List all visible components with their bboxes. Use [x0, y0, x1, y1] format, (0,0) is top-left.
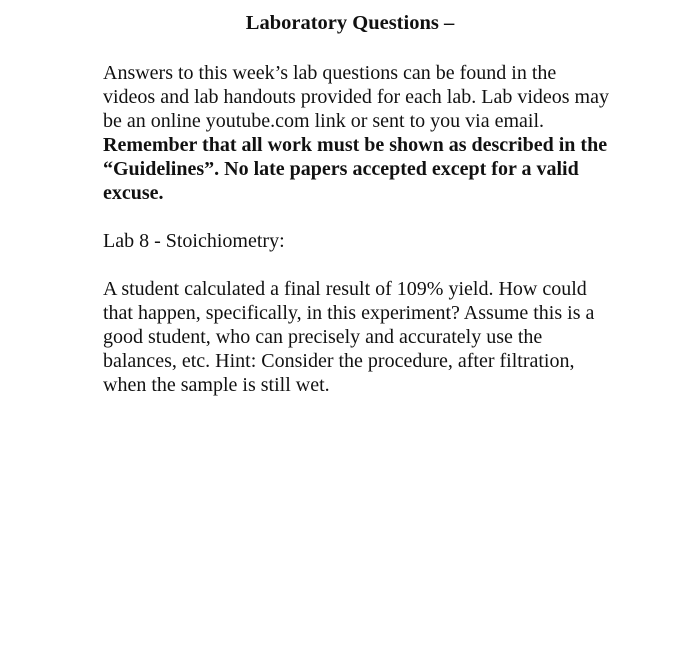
question-paragraph: A student calculated a final result of 109% yield. How could that happen, specifically, in this experiment? Assume this is a good student, who can precisely and accurately use the balances, etc. Hint: Consider the procedure, after filtration, when the sample is still wet. [103, 278, 595, 396]
intro-emphasis: Remember that all work must be shown as described in the “Guidelines”. No late papers accepted except for a valid excuse. [103, 134, 608, 204]
intro-paragraph [103, 61, 613, 205]
lab-heading: Lab 8 - Stoichiometry: [103, 230, 285, 252]
page-title: Laboratory Questions – [245, 12, 455, 34]
intro-text: Answers to this week’s lab questions can be found in the videos and lab handouts provided for each lab. Lab videos may be an online youtube.com link or sent to you via email. [103, 62, 609, 132]
